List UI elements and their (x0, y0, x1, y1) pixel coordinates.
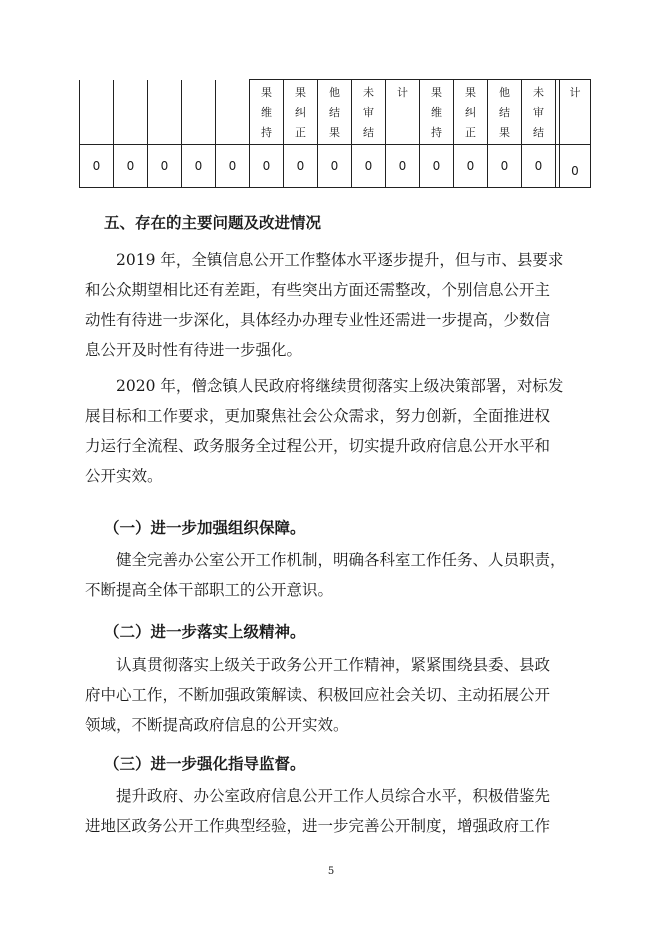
page-number: 5 (327, 866, 335, 877)
table-cell: 0 (488, 145, 522, 188)
paragraph-organization: 健全完善办公室公开工作机制，明确各科室工作任务、人员职责， 不断提高全体干部职工的公开意识。 (85, 551, 566, 599)
header-cell: 果 维 持 (250, 80, 284, 145)
header-cell: 未 审 结 (522, 80, 556, 145)
table-cell: 0 (80, 145, 114, 188)
table-cell: 0 (250, 145, 284, 188)
header-cell (216, 80, 250, 145)
header-cell: 果 纠 正 (284, 80, 318, 145)
table-cell: 0 (148, 145, 182, 188)
table-cell: 0 (352, 145, 386, 188)
table-header-row (80, 80, 591, 145)
table-cell: 0 (114, 145, 148, 188)
table-cell: 0 (284, 145, 318, 188)
header-cell: 未 审 结 (352, 80, 386, 145)
header-cell: 他 结 果 (488, 80, 522, 145)
header-cell: 他 结 果 (318, 80, 352, 145)
paragraph-supervision: 提升政府、办公室政府信息公开工作人员综合水平，积极借鉴先 进地区政务公开工作典型经验，进一步完善公开制度，增强政府工作 (85, 787, 551, 835)
table-cell: 0 (420, 145, 454, 188)
paragraph-problems: 2019 年，全镇信息公开工作整体水平逐步提升，但与市、县要求 和公众期望相比还有差距，有些突出方面还需整改，个别信息公开主 动性有待进一步深化，具体经办办理专业性还需进一步提高，少数信 息公开及时性有待进一步强化。 (85, 251, 564, 359)
header-cell: 计 (560, 80, 591, 145)
statistics-table (79, 79, 591, 188)
section-heading: 五、存在的主要问题及改进情况 (104, 214, 322, 232)
table-cell: 0 (216, 145, 250, 188)
paragraph-2020-plan: 2020 年，僧念镇人民政府将继续贯彻落实上级决策部署，对标发 展目标和工作要求，更加聚焦社会公众需求，努力创新，全面推进权 力运行全流程、政务服务全过程公开，切实提升政府信息公开水平和 公开实效。 (85, 377, 564, 485)
table-cell: 0 (454, 145, 488, 188)
table-cell: 0 (560, 145, 591, 188)
subheading-supervision: （三）进一步强化指导监督。 (104, 755, 306, 773)
paragraph-superior-spirit: 认真贯彻落实上级关于政务公开工作精神，紧紧围绕县委、县政 府中心工作，不断加强政策解读、积极回应社会关切、主动拓展公开 领域，不断提高政府信息的公开实效。 (85, 656, 551, 734)
subheading-superior-spirit: （二）进一步落实上级精神。 (104, 623, 306, 641)
header-cell: 果 维 持 (420, 80, 454, 145)
table-cell: 0 (182, 145, 216, 188)
header-cell (114, 80, 148, 145)
header-cell (148, 80, 182, 145)
table-cell: 0 (318, 145, 352, 188)
header-cell: 果 纠 正 (454, 80, 488, 145)
table-row (80, 145, 591, 188)
header-cell (80, 80, 114, 145)
table-cell: 0 (386, 145, 420, 188)
subheading-organization: （一）进一步加强组织保障。 (104, 519, 306, 537)
header-cell (182, 80, 216, 145)
table-cell: 0 (522, 145, 556, 188)
header-cell: 计 (386, 80, 420, 145)
